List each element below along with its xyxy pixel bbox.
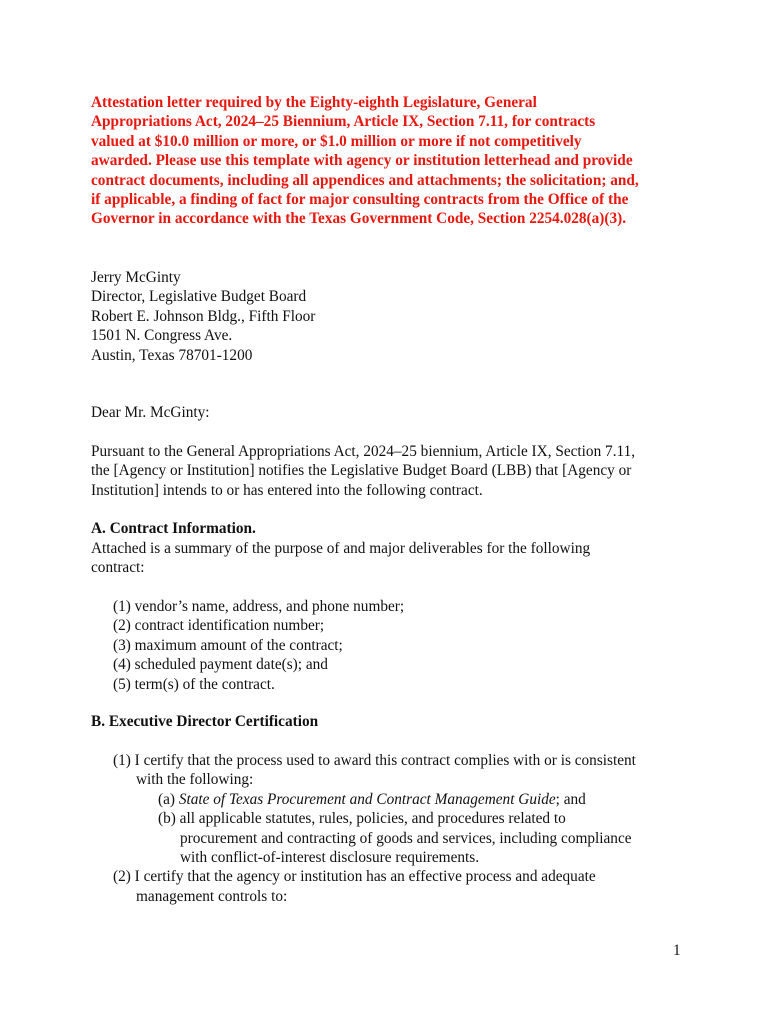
notice-line: Appropriations Act, 2024–25 Biennium, Article IX, Section 7.11, for contracts: [91, 113, 596, 131]
section-b-heading-text: B. Executive Director Certification: [91, 713, 319, 730]
letter-page: [91, 0, 691, 1024]
section-a-line: contract:: [91, 559, 145, 577]
intro-line: the [Agency or Institution] notifies the Legislative Budget Board (LBB) that [Agency or: [91, 462, 632, 480]
certification-item-1-cont: with the following:: [136, 771, 254, 789]
notice-line: if applicable, a finding of fact for major consulting contracts from the Office of the: [91, 191, 629, 209]
notice-line: Governor in accordance with the Texas Government Code, Section 2254.028(a)(3).: [91, 210, 627, 228]
recipient-name: Jerry McGinty: [91, 269, 181, 286]
recipient-city: Austin, Texas 78701-1200: [91, 346, 253, 364]
attestation-notice: [91, 93, 639, 229]
recipient-address: [91, 268, 315, 365]
intro-line: Institution] intends to or has entered into the following contract.: [91, 481, 483, 499]
intro-line: Pursuant to the General Appropriations Act, 2024–25 biennium, Article IX, Section 7.11,: [91, 443, 636, 460]
list-item: (2) contract identification number;: [113, 617, 325, 635]
contract-info-list: [113, 597, 404, 694]
recipient-street: 1501 N. Congress Ave.: [91, 327, 233, 345]
recipient-title: Director, Legislative Budget Board: [91, 288, 307, 306]
section-a-line: Attached is a summary of the purpose of and major deliverables for the following: [91, 540, 591, 557]
certification-subitem-a: [113, 790, 636, 809]
intro-paragraph: [91, 442, 635, 500]
list-item: (3) maximum amount of the contract;: [113, 636, 343, 654]
certification-item-1: (1) I certify that the process used to award this contract complies with or is consistent: [113, 752, 636, 769]
certification-subitem-b-cont: procurement and contracting of goods and services, including compliance: [180, 829, 632, 847]
salutation-text: Dear Mr. McGinty:: [91, 404, 210, 421]
section-a-heading-text: A. Contract Information.: [91, 520, 256, 537]
section-a-heading: [91, 519, 256, 538]
notice-line: valued at $10.0 million or more, or $1.0 million or more if not competitively: [91, 132, 582, 150]
section-b-heading: [91, 712, 318, 731]
list-item: (1) vendor’s name, address, and phone number;: [113, 598, 405, 615]
list-item: (5) term(s) of the contract.: [113, 675, 275, 693]
certification-subitem-b-cont: with conflict-of-interest disclosure requirements.: [180, 849, 480, 867]
list-item: (4) scheduled payment date(s); and: [113, 656, 328, 674]
notice-line: Attestation letter required by the Eighty-eighth Legislature, General: [91, 94, 537, 111]
notice-line: awarded. Please use this template with agency or institution letterhead and provide: [91, 152, 633, 170]
subitem-a-suffix: ; and: [555, 790, 586, 808]
certification-item-2: (2) I certify that the agency or institution has an effective process and adequate: [113, 868, 596, 886]
subitem-a-label: (a): [158, 790, 179, 808]
salutation: [91, 403, 210, 422]
certification-list: [113, 751, 636, 906]
procurement-guide-title: State of Texas Procurement and Contract Management Guide: [178, 790, 556, 808]
section-a-body: [91, 539, 590, 578]
notice-line: contract documents, including all appendices and attachments; the solicitation; and,: [91, 171, 639, 189]
certification-item-2-cont: management controls to:: [136, 887, 288, 905]
certification-subitem-b: (b) all applicable statutes, rules, policies, and procedures related to: [158, 810, 566, 828]
page-number: 1: [673, 942, 681, 959]
recipient-building: Robert E. Johnson Bldg., Fifth Floor: [91, 307, 316, 325]
